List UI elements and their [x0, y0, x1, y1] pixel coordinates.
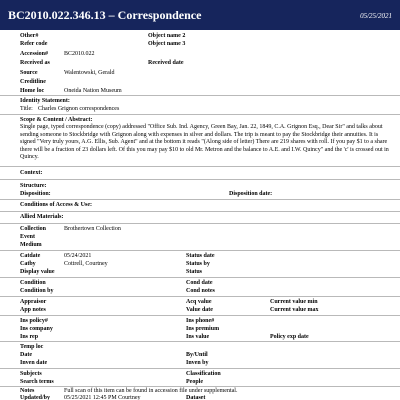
- collection-label: Collection: [20, 226, 46, 232]
- event-label: Event: [20, 234, 35, 240]
- allied-materials-heading: Allied Materials:: [20, 214, 64, 220]
- home-loc-label: Home loc: [20, 88, 45, 94]
- display-value-label: Display value: [20, 269, 55, 275]
- inven-date-label: Inven date: [20, 360, 48, 366]
- scope-content-heading: Scope & Content / Abstract:: [20, 117, 93, 123]
- cond-date-label: Cond date: [186, 280, 213, 286]
- current-value-min-label: Current value min: [270, 299, 318, 305]
- context-heading: Context:: [20, 170, 43, 176]
- catby-label: Catby: [20, 261, 36, 267]
- home-loc-value: Oneida Nation Museum: [64, 88, 122, 94]
- appraisor-label: Appraisor: [20, 299, 47, 305]
- collection-value: Brothertown Collection: [64, 226, 121, 232]
- status-label: Status: [186, 269, 203, 275]
- divider: [0, 368, 400, 369]
- divider: [0, 179, 400, 180]
- divider: [0, 277, 400, 278]
- dataset-label: Dataset: [186, 395, 206, 400]
- condition-by-label: Condition by: [20, 288, 54, 294]
- print-date: 05/25/2021: [360, 12, 392, 20]
- title-label: Title:: [20, 106, 33, 112]
- divider: [0, 199, 400, 200]
- structure-label: Structure:: [20, 183, 47, 189]
- divider: [0, 250, 400, 251]
- catdate-value: 05/24/2021: [64, 253, 92, 259]
- scope-content-text: Single page, typed correspondence (copy) addressed "Office Sub. Ind. Agency, Green Bay, Jan. 22, 1849, C.A. Grignon Esq., Dear Sir" and talks about sending someone to Stockbridge with Grignon along with expenses in silver and dollars. The trip is meant to pay the Stockbridge their annuities. It is signed "Very truly yours, A.G. Ellis, Sub. Agent" and at the bottom it reads "(Along side of letter) There are 219 shares with roll. If you pay $1 to a share there will be a fraction of 23 dollars left. Of this you may pay $10 to old Mr. Metron and the balance to A.E. and I.W. Quincy" and the 'c' is crossed out in Quincy.: [20, 124, 389, 161]
- ins-rep-label: Ins rep: [20, 334, 39, 340]
- object-name-3-label: Object name 3: [148, 41, 186, 47]
- divider: [0, 114, 400, 115]
- status-date-label: Status date: [186, 253, 215, 259]
- divider: [0, 341, 400, 342]
- ins-company-label: Ins company: [20, 326, 53, 332]
- medium-label: Medium: [20, 242, 42, 248]
- source-label: Source: [20, 70, 38, 76]
- status-by-label: Status by: [186, 261, 210, 267]
- conditions-heading: Conditions of Access & Use:: [20, 202, 92, 208]
- source-value: Walentowski, Gerald: [64, 70, 115, 76]
- policy-exp-date-label: Policy exp date: [270, 334, 309, 340]
- refer-code-label: Refer code: [20, 41, 48, 47]
- record-header: [0, 0, 400, 30]
- creditline-label: Creditline: [20, 79, 46, 85]
- object-name-2-label: Object name 2: [148, 33, 186, 39]
- catby-value: Cottrell, Courtney: [64, 261, 108, 267]
- ins-policy-label: Ins policy#: [20, 318, 48, 324]
- received-date-label: Received date: [148, 60, 184, 66]
- classification-label: Classification: [186, 371, 221, 377]
- received-as-label: Received as: [20, 60, 50, 66]
- value-date-label: Value date: [186, 307, 213, 313]
- accession-label: Accession#: [20, 51, 48, 57]
- cond-notes-label: Cond notes: [186, 288, 215, 294]
- divider: [0, 95, 400, 96]
- subjects-label: Subjects: [20, 371, 42, 377]
- accession-value: BC2010.022: [64, 51, 95, 57]
- updated-by-value: 05/25/2021 12:45 PM Courtney: [64, 395, 141, 400]
- other-label: Other#: [20, 33, 39, 39]
- divider: [0, 166, 400, 167]
- divider: [0, 315, 400, 316]
- disposition-date-label: Disposition date:: [229, 191, 273, 197]
- inven-by-label: Inven by: [186, 360, 209, 366]
- people-label: People: [186, 379, 203, 385]
- app-notes-label: App notes: [20, 307, 46, 313]
- identity-statement-heading: Identity Statement:: [20, 98, 70, 104]
- condition-label: Condition: [20, 280, 46, 286]
- temp-loc-label: Temp loc: [20, 344, 44, 350]
- divider: [0, 223, 400, 224]
- updated-by-label: Updated/by: [20, 395, 51, 400]
- notes-value: Full scan of this item can be found in accession file under supplemental.: [64, 388, 238, 394]
- acq-value-label: Acq value: [186, 299, 212, 305]
- current-value-max-label: Current value max: [270, 307, 319, 313]
- notes-label: Notes: [20, 388, 35, 394]
- catdate-label: Catdate: [20, 253, 41, 259]
- ins-value-label: Ins value: [186, 334, 210, 340]
- date-label: Date: [20, 352, 32, 358]
- search-terms-label: Search terms: [20, 379, 54, 385]
- divider: [0, 296, 400, 297]
- ins-phone-label: Ins phone#: [186, 318, 215, 324]
- ins-premium-label: Ins premium: [186, 326, 220, 332]
- disposition-label: Disposition:: [20, 191, 51, 197]
- by-until-label: By/Until: [186, 352, 208, 358]
- title-value: Charles Grignon correspondences: [38, 106, 120, 112]
- record-title: BC2010.022.346.13 – Correspondence: [8, 8, 202, 22]
- divider: [0, 211, 400, 212]
